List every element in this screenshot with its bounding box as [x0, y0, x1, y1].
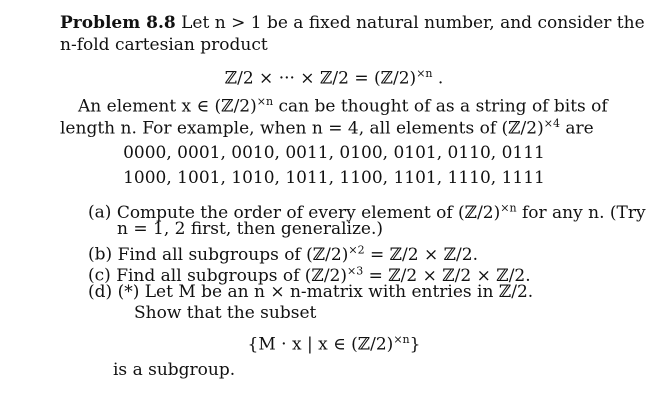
- part-d-text-2: Show that the subset: [134, 303, 317, 323]
- paragraph-line-1: An element x ∈ (ℤ/2)$^{\times n}$ can be thought of as a string of bits of: [78, 95, 608, 117]
- display-equation-2: {M · x | x ∈ (ℤ/2)$^{\times n}$}: [247, 333, 421, 355]
- closing-text: is a subgroup.: [113, 360, 236, 380]
- problem-intro-line-1: Let n > 1 be a fixed natural number, and consider the: [181, 13, 645, 33]
- problem-intro-line-2: n-fold cartesian product: [60, 35, 268, 55]
- part-d-text-1: (*) Let M be an n × n-matrix with entries in ℤ/2.: [117, 282, 534, 302]
- bits-row-2: 1000, 1001, 1010, 1011, 1100, 1101, 1110, 1111: [123, 168, 545, 188]
- part-b-label: (b): [88, 244, 113, 265]
- part-d-label: (d): [88, 282, 113, 302]
- paragraph-line-2: length n. For example, when n = 4, all elements of (ℤ/2)$^{\times 4}$ are: [60, 117, 594, 139]
- display-equation-1: ℤ/2 × ··· × ℤ/2 = (ℤ/2)$^{\times n}$ .: [224, 67, 444, 89]
- problem-heading: [60, 13, 645, 33]
- part-c-text: Find all subgroups of (ℤ/2)$^{\times 3}$ = ℤ/2 × ℤ/2 × ℤ/2.: [116, 264, 531, 286]
- part-d: [88, 282, 533, 302]
- problem-label: Problem 8.8: [60, 13, 176, 33]
- part-b-text: Find all subgroups of (ℤ/2)$^{\times 2}$ = ℤ/2 × ℤ/2.: [117, 243, 478, 265]
- part-a-text-2: n = 1, 2 first, then generalize.): [117, 219, 384, 239]
- part-c-label: (c): [88, 265, 111, 286]
- part-a-text-1: Compute the order of every element of (ℤ/2)$^{\times n}$ for any n. (Try: [116, 201, 646, 223]
- part-a-label: (a): [88, 202, 112, 223]
- bits-row-1: 0000, 0001, 0010, 0011, 0100, 0101, 0110, 0111: [123, 143, 545, 163]
